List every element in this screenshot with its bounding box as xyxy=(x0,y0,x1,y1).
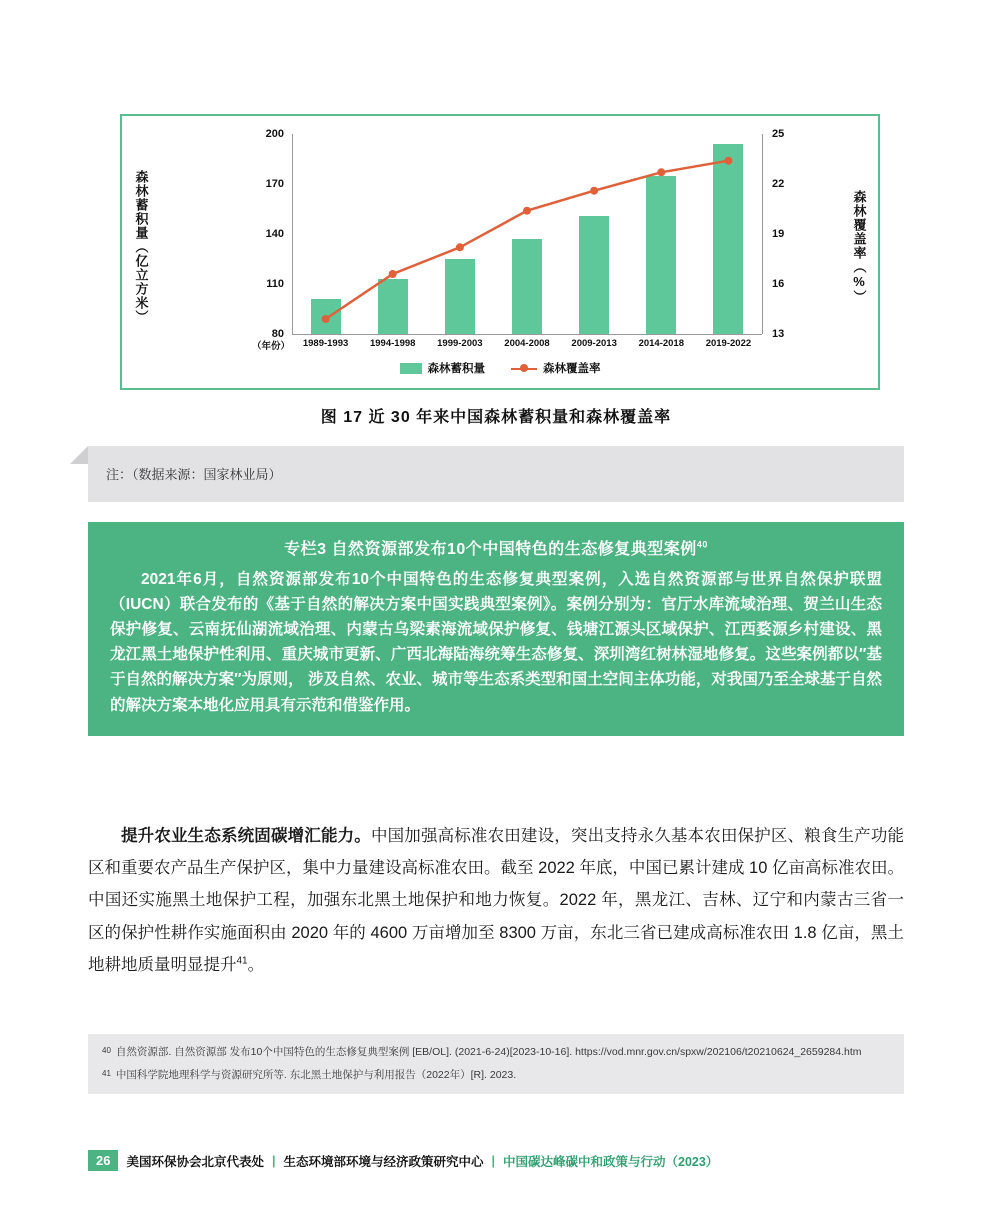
footnote-text: 中国科学院地理科学与资源研究所等. 东北黑土地保护与利用报告（2022年）[R]. 2023. xyxy=(115,1069,517,1082)
main-paragraph: 提升农业生态系统固碳增汇能力。中国加强高标准农田建设，突出支持永久基本农田保护区、粮食生产功能区和重要农产品生产保护区，集中力量建设高标准农田。截至 2022 年底，中国已累计建成 10 亿亩高标准农田。中国还实施黑土地保护工程，加强东北黑土地保护和地力恢复。2022 年，黑龙江、吉林、辽宁和内蒙古三省一区的保护性耕作实施面积由 2020 年的 4600 万亩增加至 8300 万亩，东北三省已建成高标准农田 1.8 亿亩，黑土地耕地质量明显提升$^{41}$。 xyxy=(88,827,905,974)
chart-line-series xyxy=(292,134,762,334)
chart-legend xyxy=(122,360,878,376)
main-paragraph-lead: 提升农业生态系统固碳增汇能力。 xyxy=(121,827,371,845)
legend-item-bar xyxy=(400,360,486,376)
chart-x-axis-title: （年份） xyxy=(251,341,290,352)
callout-box xyxy=(88,522,904,736)
chart-xtick: 2009-2013 xyxy=(571,338,617,349)
figure-chart-container xyxy=(120,114,880,390)
chart-xtick: 1999-2003 xyxy=(437,338,483,349)
chart-ytick-right-0: 13 xyxy=(772,328,785,340)
chart-x-axis-line xyxy=(292,334,762,335)
chart-ytick-left-1: 110 xyxy=(266,278,284,290)
footer-org1: 美国环保协会北京代表处 xyxy=(126,1154,264,1169)
callout-title xyxy=(110,536,882,559)
footnotes-block xyxy=(88,1034,904,1094)
legend-line-swatch-icon xyxy=(511,363,537,374)
note-bar xyxy=(88,446,904,502)
chart-xtick: 2019-2022 xyxy=(705,338,752,349)
legend-bar-swatch-icon xyxy=(400,363,422,374)
chart-inner xyxy=(122,116,878,388)
chart-ytick-right-4: 25 xyxy=(772,128,785,140)
footnote-item xyxy=(102,1067,890,1083)
footnote-number: 41 xyxy=(102,1069,111,1079)
main-paragraph-footnote-ref: 41 xyxy=(236,955,248,967)
legend-label-line: 森林覆盖率 xyxy=(543,363,601,375)
footnote-item xyxy=(102,1044,890,1060)
footer-separator: | xyxy=(491,1153,495,1168)
callout-title-footnote-ref: 40 xyxy=(696,539,708,550)
page-footer xyxy=(88,1150,718,1171)
chart-ytick-left-2: 140 xyxy=(265,228,284,240)
chart-right-axis-line xyxy=(762,134,763,334)
chart-xtick: 1989-1993 xyxy=(302,338,349,349)
note-text: 注：（数据来源：国家林业局） xyxy=(106,467,282,482)
chart-xtick: 1994-1998 xyxy=(369,338,416,349)
note-corner-tag xyxy=(70,446,88,464)
chart-ytick-left-4: 200 xyxy=(265,128,284,140)
chart-ytick-left-3: 170 xyxy=(265,178,284,190)
chart-y-right-axis-label: 森林覆盖率（%） xyxy=(851,190,867,304)
chart-xtick: 2014-2018 xyxy=(638,338,684,349)
chart-xtick: 2004-2008 xyxy=(504,338,550,349)
chart-ytick-right-3: 22 xyxy=(772,178,785,190)
footnote-number: 40 xyxy=(102,1046,111,1055)
footer-title: 中国碳达峰碳中和政策与行动（2023） xyxy=(503,1154,719,1169)
chart-plot-area xyxy=(292,134,762,334)
chart-ytick-right-1: 16 xyxy=(772,278,785,290)
main-paragraph-text: 中国加强高标准农田建设，突出支持永久基本农田保护区、粮食生产功能区和重要农产品生产保护区，集中力量建设高标准农田。截至 2022 年底，中国已累计建成 10 亿亩高标准农田。中国还实施黑土地保护工程，加强东北黑土地保护和地力恢复。2022 年，黑龙江、吉林、辽宁和内蒙古三省一区的保护性耕作实施面积由 2020 年的 4600 万亩增加至 8300 万亩，东北三省已建成高标准农田 1.8 亿亩，黑土地耕地质量明显提升 xyxy=(88,827,905,974)
chart-ytick-right-2: 19 xyxy=(772,228,785,240)
page-number: 26 xyxy=(88,1150,118,1171)
chart-ytick-left-0: 80 xyxy=(271,328,284,340)
legend-item-line xyxy=(511,360,601,376)
legend-label-bar: 森林蓄积量 xyxy=(427,363,485,375)
footer-org2: 生态环境部环境与经济政策研究中心 xyxy=(283,1154,484,1169)
footnote-text: 自然资源部. 自然资源部 发布10个中国特色的生态修复典型案例 [EB/OL]. (2021-6-24)[2023-10-16]. https://vod.mnr.gov.cn/spxw/202106/t20210624_2659284.htm xyxy=(115,1046,862,1058)
chart-y-left-axis-label: 森林蓄积量（亿立方米） xyxy=(133,170,149,324)
footer-separator: | xyxy=(271,1153,276,1168)
callout-title-text: 专栏3 自然资源部发布10个中国特色的生态修复典型案例 xyxy=(284,541,697,558)
figure-caption: 图 17 近 30 年来中国森林蓄积量和森林覆盖率 xyxy=(320,409,672,426)
callout-body: 2021年6月，自然资源部发布10个中国特色的生态修复典型案例，入选自然资源部与世界自然保护联盟（IUCN）联合发布的《基于自然的解决方案中国实践典型案例》。案例分别为：官厅水库流域治理、贺兰山生态保护修复、云南抚仙湖流域治理、内蒙古乌梁素海流域保护修复、钱塘江源头区域保护、江西婺源乡村建设、黑龙江黑土地保护性利用、重庆城市更新、广西北海陆海统筹生态修复、深圳湾红树林湿地修复。这些案例都以″基于自然的解决方案″为原则， 涉及自然、农业、城市等生态系类型和国土空间主体功能，对我国乃至全球基于自然的解决方案本地化应用具有示范和借鉴作用。 xyxy=(110,571,882,714)
